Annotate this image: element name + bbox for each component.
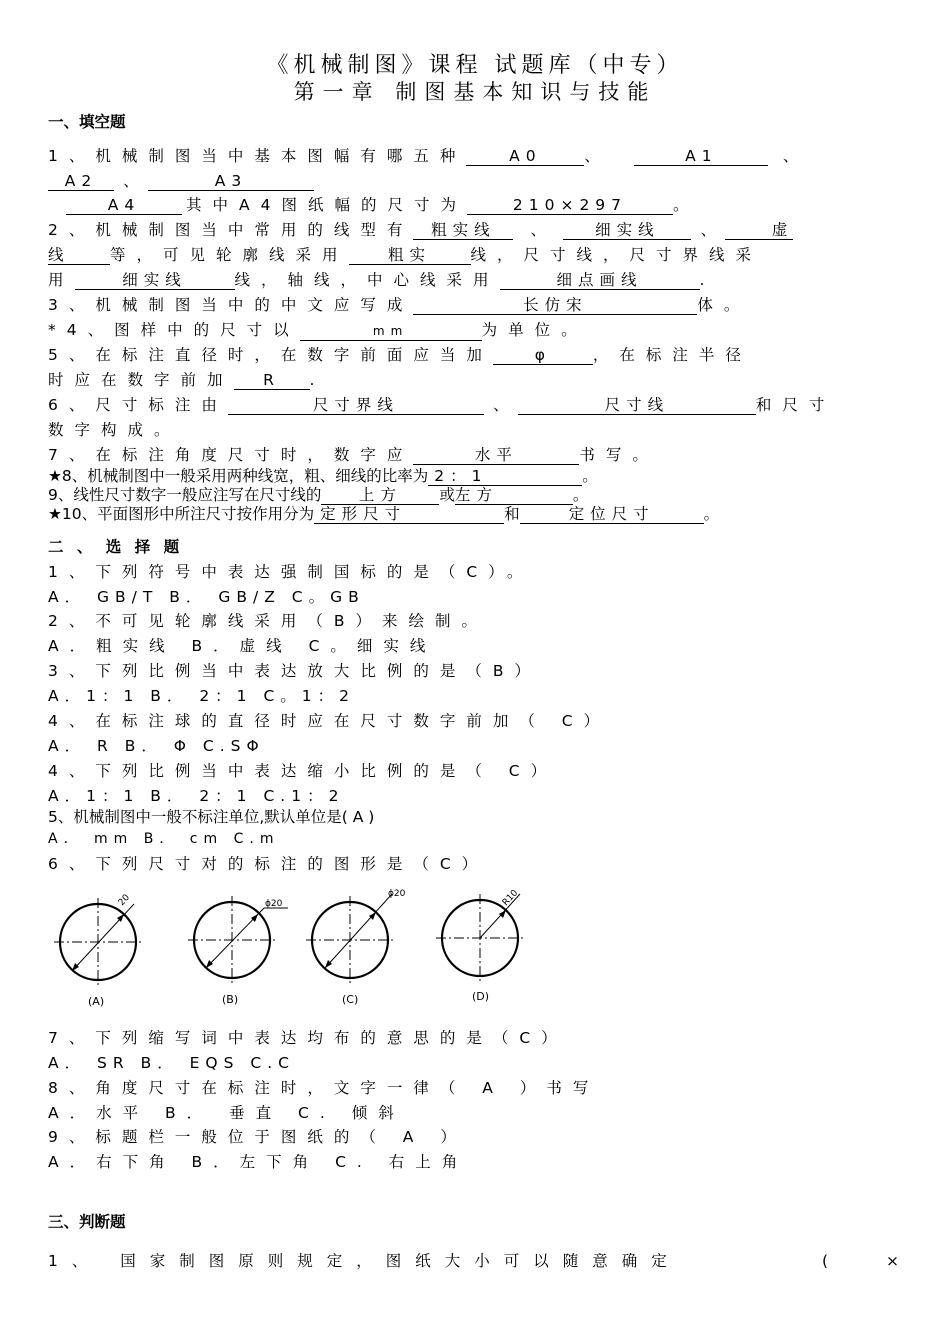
fill-q1-line1: 1、机械制图当中基本图幅有哪五种 A0 、 A1 、 (48, 147, 799, 165)
fill-q2-line3: 用 细实线 线，轴线，中心线采用 细点画线 . (48, 271, 705, 289)
choice-line: 7、下列缩写词中表达均布的意思的是（C） (48, 1029, 568, 1047)
page-title: 《机械制图》课程 试题库（中专） (266, 53, 684, 78)
choice-line: A． SR B． EQS C.C (48, 1054, 295, 1072)
section-judgement: 三、判断题 (48, 1213, 126, 1231)
figure-a (54, 893, 142, 1008)
fill-q5-line1: 5、在标注直径时，在数字前面应当加 φ ，在标注半径 (48, 346, 752, 364)
figure-b (188, 896, 288, 1006)
fill-q10: ★10、平面图形中所注尺寸按作用分为 定形尺寸 和 定位尺寸 。 (48, 505, 720, 523)
choice-line: 6、下列尺寸对的标注的图形是（C） (48, 855, 489, 873)
choice-line: 4、在标注球的直径时应在尺寸数字前加（ C） (48, 712, 611, 730)
dimension-figures (48, 886, 528, 1010)
fill-q3: 3、机械制图当中的中文应写成 长仿宋 体。 (48, 296, 751, 314)
choice-line: 9、标题栏一般位于图纸的（ A ） (48, 1128, 467, 1146)
choice-line: A． GB/T B． GB/Z C。GB (48, 588, 365, 606)
choice-line: A． mm B． cm C.m (48, 831, 280, 847)
figure-b-label: (B) (222, 993, 239, 1006)
choice-line: A．1：1 B． 2：1 C.1：2 (48, 787, 345, 805)
choice-line: 2、不可见轮廓线采用（B）来绘制。 (48, 612, 488, 630)
fill-q2-line1: 2、机械制图当中常用的线型有 粗实线 、 细实线 、 虚 (48, 221, 794, 239)
figure-b-dimension: ϕ20 (265, 899, 283, 909)
fill-q7: 7、在标注角度尺寸时，数字应 水平 书写。 (48, 446, 659, 464)
choice-line: 8、角度尺寸在标注时，文字一律（ A ）书写 (48, 1079, 600, 1097)
figure-d-label: (D) (472, 990, 490, 1003)
fill-q9: 9、线性尺寸数字一般应注写在尺寸线的 上方 或左方 。 (48, 486, 589, 504)
choice-line: 4、下列比例当中表达缩小比例的是（ C） (48, 762, 558, 780)
section-fill-blank: 一、填空题 (48, 113, 126, 131)
fill-q6-line2: 数字构成。 (48, 421, 181, 439)
figure-d-dimension: R10 (500, 888, 521, 909)
choice-line: A．水平 B． 垂直 C. 倾斜 (48, 1104, 405, 1122)
choice-line: A．右下角 B．左下角 C. 右上角 (48, 1153, 469, 1171)
chapter-title: 第一章 制图基本知识与技能 (293, 80, 657, 104)
fill-q5-line2: 时应在数字前加 R . (48, 371, 315, 389)
figure-c-dimension: ϕ20 (388, 889, 406, 899)
choice-line: A．粗实线 B．虚线 C。细实线 (48, 637, 437, 655)
fill-q1-line3: A4 其中A4图纸幅的尺寸为 210×297 。 (66, 195, 688, 215)
fill-q1-line2: A2 、 A3 (48, 171, 314, 191)
fill-q8: ★8、机械制图中一般采用两种线宽，粗、细线的比率为 2：1 。 (48, 467, 598, 485)
choice-line: 5、机械制图中一般不标注单位,默认单位是( A ) (48, 808, 375, 826)
figure-a-dimension: 20 (116, 892, 133, 909)
figure-a-label: (A) (88, 995, 105, 1008)
choice-line: 1、下列符号中表达强制国标的是（C）。 (48, 563, 534, 581)
choice-line: 3、下列比例当中表达放大比例的是（B） (48, 662, 541, 680)
judge-q1: 1、 国家制图原则规定，图纸大小可以随意确定 ( × (48, 1252, 899, 1270)
choice-line: A．1：1 B． 2：1 C。1：2 (48, 687, 356, 705)
figure-d (436, 888, 524, 1003)
section-choice: 二 、 选 择 题 (48, 538, 184, 556)
fill-q2-line2: 线 等，可见轮廓线采用 粗实 线，尺寸线，尺寸界线采 (48, 246, 763, 264)
fill-q4: *4、图样中的尺寸以 mm 为单位。 (48, 321, 588, 339)
choice-line: A． R B． Φ C.SΦ (48, 737, 265, 755)
figure-c (306, 889, 406, 1006)
figure-c-label: (C) (342, 993, 359, 1006)
fill-q6-line1: 6、尺寸标注由 尺寸界线 、 尺寸线 和尺寸 (48, 396, 836, 414)
